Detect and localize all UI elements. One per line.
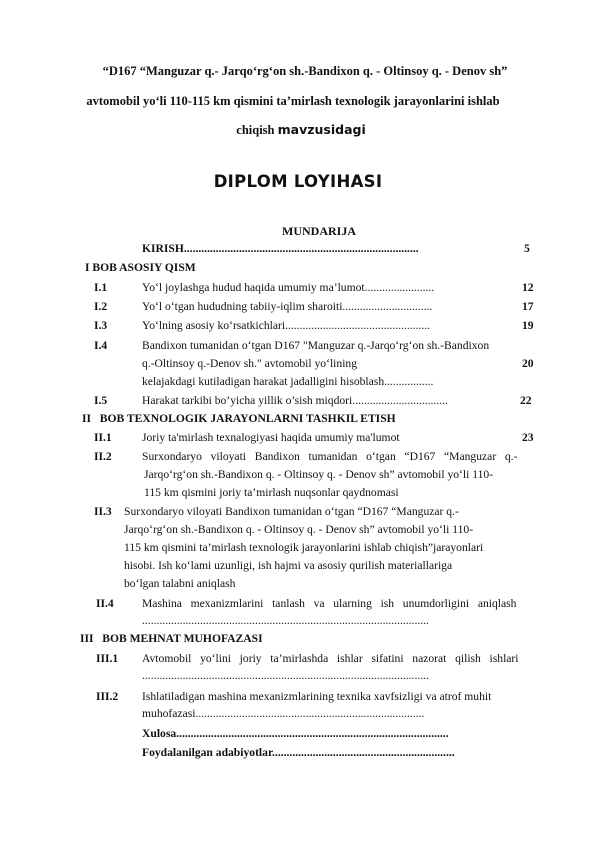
toc-i5-label: Harakat tarkibi bo’yicha yillik o’sish miqdori................................. <box>142 394 448 407</box>
toc-i5-number: I.5 <box>94 394 108 407</box>
toc-i3-number: I.3 <box>94 319 108 332</box>
toc-ii2-number: II.2 <box>94 450 112 463</box>
title-chiqish: chiqish <box>236 123 275 137</box>
toc-ii1-label: Joriy ta'mirlash texnalogiyasi haqida umumiy ma'lumot <box>142 431 400 444</box>
toc-ii3-line5: bo‘lgan talabni aniqlash <box>124 577 236 590</box>
toc-i4-page: 20 <box>522 357 534 370</box>
title-line-3 <box>0 122 596 138</box>
toc-adabiyotlar: Foydalanilgan adabiyotlar............................................................... <box>142 746 455 759</box>
toc-ii3-number: II.3 <box>94 505 112 518</box>
toc-ii3-line2: Jarqo‘rg‘on sh.-Bandixon q. - Oltinsoy q. - Denov sh” avtomobil yo‘li 110- <box>124 523 474 536</box>
diplom-heading: DIPLOM LOYIHASI <box>213 172 383 191</box>
toc-i5-page: 22 <box>520 394 532 407</box>
toc-i1-label: Yo‘l joylashga hudud haqida umumiy ma’lumot........................ <box>142 281 435 294</box>
toc-ii4-number: II.4 <box>96 597 114 610</box>
title-line-2: avtomobil yo‘li 110-115 km qismini ta’mirlash texnologik jarayonlarini ishlab <box>86 94 500 108</box>
toc-i4-line3: kelajakdagi kutiladigan harakat jadalligini hisoblash................. <box>142 375 434 388</box>
toc-bob1-heading: I BOB ASOSIY QISM <box>85 261 196 274</box>
toc-iii1-line2: ................................................................................................... <box>142 669 429 682</box>
toc-ii3-line1: Surxondaryo viloyati Bandixon tumanidan o‘tgan “D167 “Manguzar q.- <box>124 505 459 518</box>
toc-iii1-number: III.1 <box>96 652 119 665</box>
toc-i4-number: I.4 <box>94 339 108 352</box>
toc-ii2-line3: 115 km qismini joriy ta’mirlash nuqsonlar qaydnomasi <box>144 486 399 499</box>
toc-ii3-line3: 115 km qismini ta’mirlash texnologik jarayonlarini ishlab chiqish”jarayonlari <box>124 541 484 554</box>
toc-bob3-heading: III BOB MEHNAT MUHOFAZASI <box>80 632 263 645</box>
toc-kirish-label: KIRISH................................................................................. <box>142 242 419 255</box>
toc-iii2-number: III.2 <box>96 690 119 703</box>
toc-i2-number: I.2 <box>94 300 108 313</box>
toc-i3-page: 19 <box>522 319 534 332</box>
toc-i1-number: I.1 <box>94 281 108 294</box>
toc-i4-line1: Bandixon tumanidan o‘tgan D167 "Manguzar q.-Jarqo‘rg‘on sh.-Bandixon <box>142 339 490 352</box>
toc-i4-line2: q.-Oltinsoy q.-Denov sh." avtomobil yo‘lining <box>142 357 358 370</box>
toc-ii1-number: II.1 <box>94 431 112 444</box>
toc-iii1-line1: Avtomobil yo‘lini joriy ta’mirlashda ishlar sifatini nazorat qilish ishlari <box>142 652 519 665</box>
toc-i2-page: 17 <box>522 300 534 313</box>
toc-bob2-heading: II BOB TEXNOLOGIK JARAYONLARNI TASHKIL ETISH <box>82 412 396 425</box>
toc-i1-page: 12 <box>522 281 534 294</box>
toc-xulosa: Xulosa.............................................................................................. <box>142 727 449 740</box>
title-line-1: “D167 “Manguzar q.- Jarqo‘rg‘on sh.-Bandixon q. - Oltinsoy q. - Denov sh” <box>102 64 508 78</box>
mundarija-heading: MUNDARIJA <box>282 224 356 238</box>
toc-ii4-line1: Mashina mexanizmlarini tanlash va ularning ish unumdorligini aniqlash <box>142 597 517 610</box>
toc-i2-label: Yo‘l o‘tgan hududning tabiiy-iqlim sharoiti............................... <box>142 300 433 313</box>
toc-ii3-line4: hisobi. Ish ko‘lami uzunligi, ish hajmi va asosiy qurilish materiallariga <box>124 559 453 572</box>
toc-i3-label: Yo‘lning asosiy ko‘rsatkichlari.................................................. <box>142 319 431 332</box>
toc-ii2-line2: Jarqo‘rg‘on sh.-Bandixon q. - Oltinsoy q. - Denov sh” avtomobil yo‘li 110- <box>144 468 494 481</box>
toc-ii4-line2: ................................................................................................... <box>142 614 429 627</box>
toc-iii2-line1: Ishlatiladigan mashina mexanizmlarining texnika xavfsizligi va atrof muhit <box>142 690 492 703</box>
toc-ii1-page: 23 <box>522 431 534 444</box>
title-mavzusidagi: mavzusidagi <box>277 122 366 137</box>
toc-iii2-line2: muhofazasi............................................................................... <box>142 707 425 720</box>
toc-kirish-page: 5 <box>524 242 530 255</box>
toc-ii2-line1: Surxondaryo viloyati Bandixon tumanidan o‘tgan “D167 “Manguzar q.- <box>142 450 518 463</box>
